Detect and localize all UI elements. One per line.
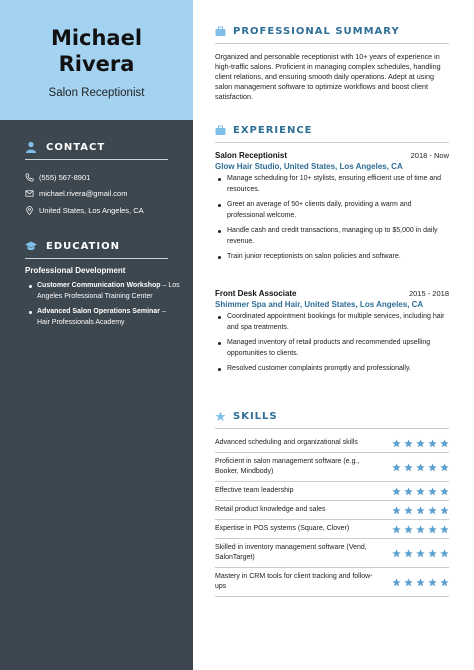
skill-rating [389, 439, 449, 448]
experience-divider [215, 142, 449, 143]
rating-star-icon [428, 506, 437, 515]
job-entry [215, 289, 449, 380]
education-divider [25, 258, 168, 259]
job-title: Salon Receptionist [48, 87, 145, 99]
skill-row [215, 453, 449, 482]
skill-name: Proficient in salon management software (e.g., Booker, Mindbody) [215, 458, 360, 475]
skills-heading-label: SKILLS [233, 411, 278, 422]
job-entry-dates: 2015 - 2018 [408, 289, 449, 298]
contact-email [25, 189, 127, 198]
rating-star-icon [392, 487, 401, 496]
phone-icon [25, 173, 34, 182]
location-pin-icon [25, 206, 34, 215]
rating-star-icon [440, 463, 449, 472]
skill-row [215, 520, 449, 539]
last-name: Rivera [58, 52, 135, 76]
rating-star-icon [416, 578, 425, 587]
education-title: Professional Development [25, 266, 126, 275]
star-icon [215, 411, 226, 422]
education-item [25, 307, 180, 328]
education-item [25, 281, 180, 302]
education-provider: – Hair Professionals Academy [37, 308, 166, 326]
summary-heading-label: PROFESSIONAL SUMMARY [233, 26, 400, 37]
summary-heading [215, 26, 400, 37]
skill-rating [389, 487, 449, 496]
rating-star-icon [404, 487, 413, 496]
job-entry [215, 151, 449, 268]
briefcase-icon [215, 125, 226, 136]
rating-star-icon [404, 463, 413, 472]
skill-rating [389, 463, 449, 472]
rating-star-icon [416, 549, 425, 558]
job-bullet: Handle cash and credit transactions, managing up to $5,000 in daily revenue. [215, 226, 449, 247]
skill-name: Advanced scheduling and organizational skills [215, 439, 358, 446]
contact-phone [25, 173, 90, 182]
email-icon [25, 189, 34, 198]
rating-star-icon [428, 487, 437, 496]
summary-divider [215, 43, 449, 44]
job-bullet: Managed inventory of retail products and recommended upselling opportunities to clients. [215, 338, 449, 359]
skill-row [215, 501, 449, 520]
rating-star-icon [404, 506, 413, 515]
rating-star-icon [404, 549, 413, 558]
skill-rating [389, 578, 449, 587]
rating-star-icon [440, 487, 449, 496]
rating-star-icon [440, 578, 449, 587]
graduation-cap-icon [25, 240, 37, 252]
rating-star-icon [404, 578, 413, 587]
skill-name: Mastery in CRM tools for client tracking and follow-ups [215, 573, 373, 590]
rating-star-icon [416, 506, 425, 515]
candidate-name [0, 25, 193, 77]
job-bullets [215, 174, 449, 263]
rating-star-icon [440, 439, 449, 448]
skills-divider [215, 428, 449, 429]
rating-star-icon [428, 549, 437, 558]
skills-list [215, 434, 449, 597]
rating-star-icon [440, 506, 449, 515]
briefcase-icon [215, 26, 226, 37]
skill-name: Skilled in inventory management software (Vend, SalonTarget) [215, 544, 367, 561]
job-entry-company: Glow Hair Studio, United States, Los Angeles, CA [215, 162, 403, 171]
rating-star-icon [416, 487, 425, 496]
job-entry-dates: 2018 - Now [410, 151, 449, 160]
experience-heading-label: EXPERIENCE [233, 125, 313, 136]
skill-row [215, 482, 449, 501]
skills-heading [215, 411, 278, 422]
rating-star-icon [392, 525, 401, 534]
rating-star-icon [404, 439, 413, 448]
experience-heading [215, 125, 313, 136]
skill-name: Expertise in POS systems (Square, Clover) [215, 525, 350, 532]
phone-number: (555) 567-8901 [39, 173, 91, 182]
rating-star-icon [428, 463, 437, 472]
education-provider: – Los Angeles Professional Training Center [37, 282, 180, 300]
skill-name: Effective team leadership [215, 487, 294, 494]
skill-row [215, 434, 449, 453]
education-course: Advanced Salon Operations Seminar [37, 308, 160, 315]
skill-name: Retail product knowledge and sales [215, 506, 326, 513]
summary-text: Organized and personable receptionist with 10+ years of experience in high-traffic salons. Proficient in managing complex schedules, handling client relations, and ensuring smooth daily operations. Adept at using salon management software to optimize workflows and boost client satisfaction. [215, 52, 441, 101]
skill-rating [389, 549, 449, 558]
rating-star-icon [392, 578, 401, 587]
rating-star-icon [392, 439, 401, 448]
job-bullet: Resolved customer complaints promptly and professionally. [215, 364, 449, 375]
contact-heading-label: CONTACT [46, 141, 106, 153]
job-bullet: Greet an average of 50+ clients daily, providing a warm and professional welcome. [215, 200, 449, 221]
location-text: United States, Los Angeles, CA [39, 206, 144, 215]
skill-row [215, 539, 449, 568]
rating-star-icon [428, 578, 437, 587]
job-bullet: Coordinated appointment bookings for multiple services, including hair and spa treatments. [215, 312, 449, 333]
job-entry-title: Front Desk Associate [215, 289, 297, 298]
skill-rating [389, 525, 449, 534]
education-heading-label: EDUCATION [46, 240, 120, 252]
job-entry-title: Salon Receptionist [215, 151, 288, 160]
rating-star-icon [392, 463, 401, 472]
education-course: Customer Communication Workshop [37, 282, 161, 289]
contact-heading [25, 141, 105, 153]
rating-star-icon [440, 549, 449, 558]
rating-star-icon [416, 439, 425, 448]
first-name: Michael [50, 26, 143, 50]
email-address: michael.rivera@gmail.com [39, 189, 128, 198]
rating-star-icon [416, 463, 425, 472]
contact-divider [25, 159, 168, 160]
skill-row [215, 568, 449, 597]
rating-star-icon [404, 525, 413, 534]
rating-star-icon [416, 525, 425, 534]
education-heading [25, 240, 120, 252]
rating-star-icon [428, 525, 437, 534]
rating-star-icon [440, 525, 449, 534]
job-bullets [215, 312, 449, 375]
job-bullet: Manage scheduling for 10+ stylists, ensuring efficient use of time and resources. [215, 174, 449, 195]
person-icon [25, 141, 37, 153]
job-entry-company: Shimmer Spa and Hair, United States, Los Angeles, CA [215, 300, 424, 309]
rating-star-icon [392, 506, 401, 515]
skill-rating [389, 506, 449, 515]
rating-star-icon [428, 439, 437, 448]
job-bullet: Train junior receptionists on salon policies and software. [215, 252, 449, 263]
contact-location [25, 206, 144, 215]
education-list [25, 281, 180, 333]
rating-star-icon [392, 549, 401, 558]
